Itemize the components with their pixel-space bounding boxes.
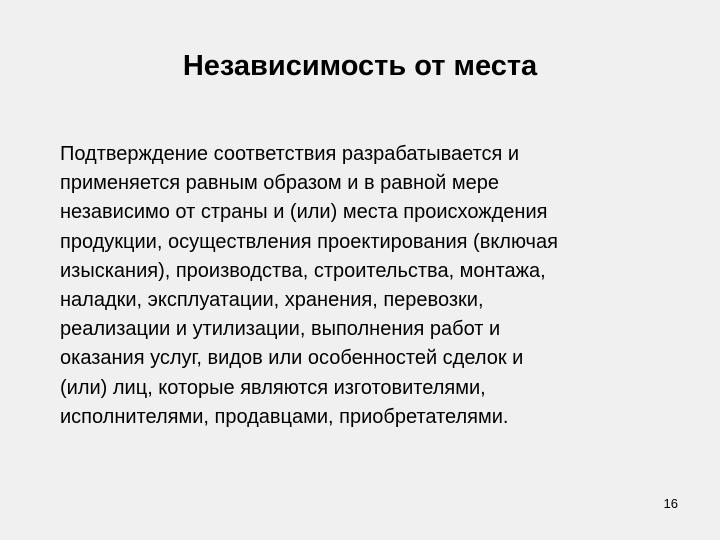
page-number: 16 [663, 496, 678, 511]
body-line: (или) лиц, которые являются изготовителями, [60, 376, 486, 399]
body-line: оказания услуг, видов или особенностей сделок и [60, 347, 524, 370]
body-line: исполнителями, продавцами, приобретателями. [60, 405, 509, 428]
body-line: Подтверждение соответствия разрабатывается и [60, 143, 520, 165]
body-line: изыскания), производства, строительства, монтажа, [60, 259, 546, 282]
body-line: продукции, осуществления проектирования (включая [60, 230, 558, 253]
body-line: наладки, эксплуатации, хранения, перевозки, [60, 289, 484, 312]
slide-title: Независимость от места [182, 50, 538, 82]
body-line: независимо от страны и (или) места происхождения [60, 201, 548, 224]
body-line: применяется равным образом и в равной мере [60, 172, 500, 195]
body-line: реализации и утилизации, выполнения работ и [60, 318, 501, 341]
slide-body-text [60, 140, 700, 432]
